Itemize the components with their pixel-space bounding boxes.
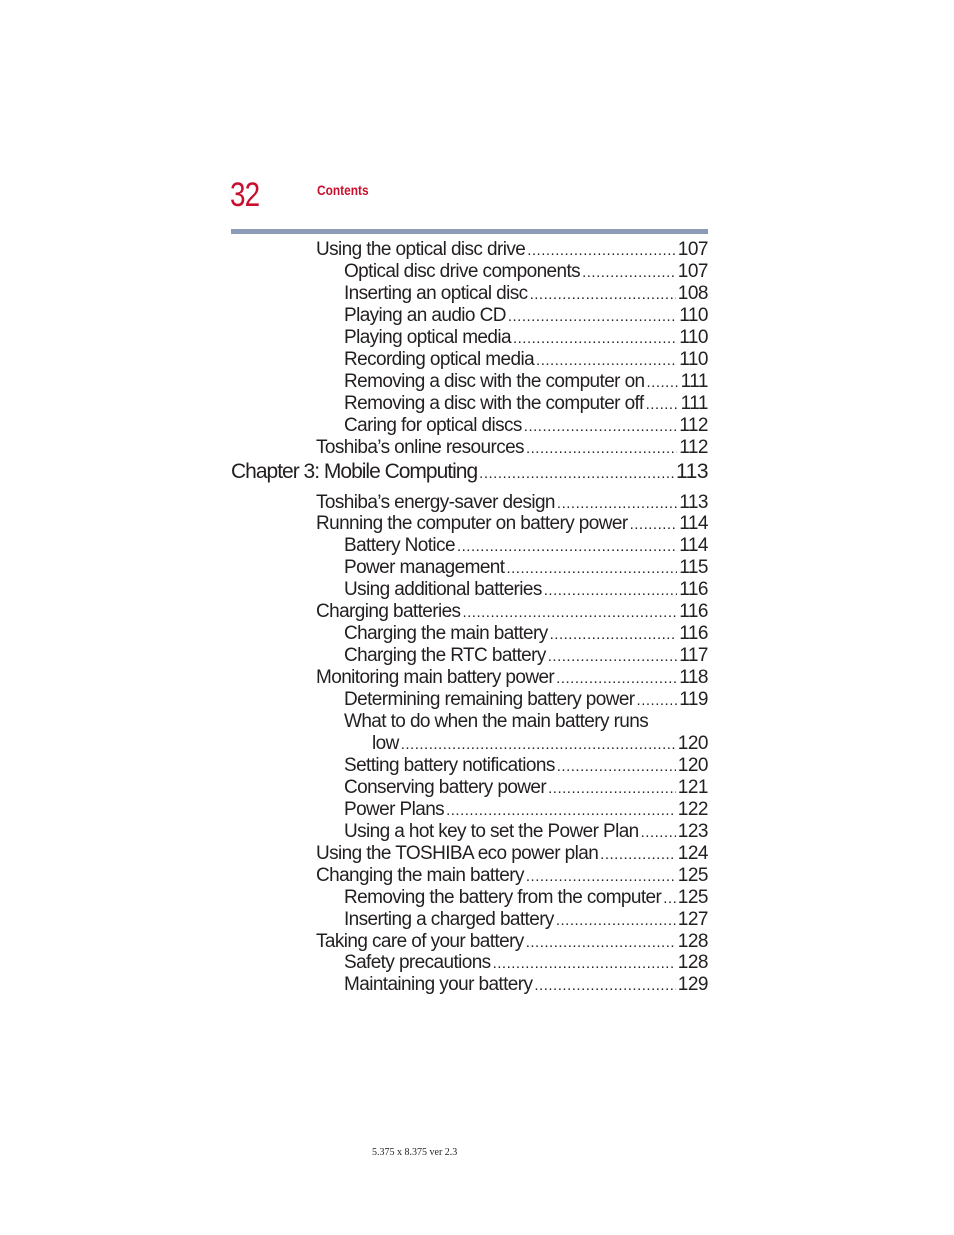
toc-entry[interactable]	[344, 393, 708, 415]
toc-page-number: 110	[679, 304, 708, 326]
toc-page-number: 115	[679, 557, 708, 579]
toc-entry[interactable]	[344, 909, 708, 931]
toc-entry-label: Maintaining your battery	[344, 974, 533, 996]
toc-entry-label: Power management	[344, 557, 505, 579]
toc-entry-label: Safety precautions	[344, 952, 491, 974]
toc-entry-label: Charging batteries	[316, 601, 461, 623]
toc-leader-dots	[557, 756, 676, 778]
toc-entry[interactable]	[344, 415, 708, 437]
toc-page-number: 127	[677, 908, 708, 930]
toc-page-number: 112	[679, 436, 708, 458]
toc-entry-label: What to do when the main battery runs	[344, 711, 649, 732]
toc-leader-dots	[600, 844, 676, 866]
toc-leader-dots	[508, 306, 677, 328]
toc-leader-dots	[534, 975, 675, 997]
toc-entry-label: Using a hot key to set the Power Plan	[344, 820, 639, 842]
toc-entry-label: Charging the main battery	[344, 623, 548, 645]
toc-entry[interactable]	[344, 557, 708, 579]
toc-entry-label: Toshiba’s online resources	[316, 436, 524, 458]
toc-leader-dots	[557, 493, 677, 515]
toc-page-number: 124	[677, 842, 708, 864]
toc-entry-label: Toshiba’s energy-saver design	[316, 491, 555, 513]
footer-note: 5.375 x 8.375 ver 2.3	[372, 1147, 458, 1158]
toc-entry-label: Optical disc drive components	[344, 260, 581, 282]
toc-page-number: 107	[677, 239, 708, 260]
toc-leader-dots	[641, 822, 676, 844]
toc-page-number: 119	[679, 689, 708, 711]
toc-entry[interactable]	[344, 689, 708, 711]
toc-entry[interactable]	[316, 513, 708, 535]
toc-entry[interactable]	[316, 437, 708, 459]
toc-entry-label: low	[372, 732, 399, 754]
running-head: Contents	[317, 182, 369, 198]
toc-entry-label: Caring for optical discs	[344, 414, 522, 436]
toc-entry[interactable]	[344, 711, 708, 733]
toc-leader-dots	[544, 580, 677, 602]
toc-entry-label: Charging the RTC battery	[344, 645, 546, 667]
toc-page-number: 118	[679, 667, 708, 689]
toc-entry[interactable]	[344, 283, 708, 305]
toc-entry-label: Chapter 3: Mobile Computing	[231, 459, 478, 483]
toc-page-number: 116	[679, 601, 708, 623]
toc-entry[interactable]	[344, 327, 708, 349]
toc-entry-label: Playing an audio CD	[344, 304, 506, 326]
toc-leader-dots	[513, 328, 677, 350]
toc-leader-dots	[479, 462, 674, 486]
toc-leader-dots	[556, 668, 677, 690]
toc-leader-dots	[457, 536, 677, 558]
toc-entry-label: Monitoring main battery power	[316, 667, 555, 689]
toc-page-number: 116	[679, 623, 708, 645]
toc-entry-label: Power Plans	[344, 798, 445, 820]
toc-entry[interactable]	[344, 623, 708, 645]
toc-entry[interactable]	[344, 305, 708, 327]
toc-page-number: 125	[677, 864, 708, 886]
toc-page-number: 116	[679, 579, 708, 601]
toc-entry[interactable]	[344, 777, 708, 799]
toc-entry[interactable]	[344, 821, 708, 843]
toc-page-number: 117	[679, 645, 708, 667]
toc-entry-label: Conserving battery power	[344, 776, 547, 798]
toc-page-number: 129	[677, 974, 708, 996]
toc-leader-dots	[550, 624, 678, 646]
toc-page-number: 120	[677, 732, 708, 754]
toc-leader-dots	[527, 240, 676, 262]
toc-entry-label: Changing the main battery	[316, 864, 524, 886]
toc-leader-dots	[530, 284, 676, 306]
toc-entry-label: Using additional batteries	[344, 579, 542, 601]
toc-page-number: 113	[679, 491, 708, 513]
toc-leader-dots	[446, 800, 676, 822]
toc-entry[interactable]	[344, 349, 708, 371]
toc-leader-dots	[582, 262, 676, 284]
toc-entry-label: Inserting an optical disc	[344, 282, 528, 304]
toc-page-number: 111	[680, 370, 708, 392]
toc-page-number: 128	[677, 930, 708, 952]
toc-leader-dots	[493, 953, 676, 975]
toc-page-number: 108	[677, 282, 708, 304]
toc-page-number: 122	[677, 798, 708, 820]
toc-page-number: 111	[680, 392, 708, 414]
toc-entry-label: Playing optical media	[344, 326, 511, 348]
toc-entry[interactable]	[344, 579, 708, 601]
toc-leader-dots	[524, 416, 677, 438]
toc-entry[interactable]	[344, 974, 708, 996]
toc-leader-dots	[526, 438, 677, 460]
toc-leader-dots	[630, 514, 678, 536]
toc-leader-dots	[548, 778, 676, 800]
toc-page-number: 110	[679, 326, 708, 348]
toc-entry[interactable]	[344, 371, 708, 393]
toc-entry[interactable]	[344, 799, 708, 821]
toc-page-number: 114	[679, 513, 708, 535]
toc-entry-label: Using the optical disc drive	[316, 239, 526, 260]
toc-leader-dots	[536, 350, 677, 372]
toc-leader-dots	[401, 734, 676, 756]
toc-entry-label: Taking care of your battery	[316, 930, 524, 952]
toc-leader-dots	[526, 866, 676, 888]
toc-entry[interactable]	[344, 755, 708, 777]
toc-entry[interactable]	[316, 843, 708, 865]
toc-entry[interactable]	[316, 239, 708, 261]
toc-entry[interactable]	[344, 952, 708, 974]
toc-entry-label: Removing a disc with the computer on	[344, 370, 645, 392]
toc-page-number: 112	[679, 414, 708, 436]
toc-leader-dots	[646, 394, 679, 416]
toc-entry[interactable]	[316, 601, 708, 623]
toc-leader-dots	[637, 690, 678, 712]
toc-entry[interactable]	[344, 535, 708, 557]
toc-chapter-heading[interactable]	[231, 460, 708, 484]
toc-entry-label: Battery Notice	[344, 535, 455, 557]
toc-entry[interactable]	[344, 645, 708, 667]
header-rule	[231, 229, 708, 234]
toc-entry-label: Using the TOSHIBA eco power plan	[316, 842, 599, 864]
toc-entry[interactable]	[372, 733, 708, 755]
toc-entry-label: Recording optical media	[344, 348, 535, 370]
toc-page-number: 110	[679, 348, 708, 370]
toc-leader-dots	[556, 910, 676, 932]
toc-entry[interactable]	[344, 887, 708, 909]
toc-leader-dots	[548, 646, 677, 668]
toc-entry-label: Setting battery notifications	[344, 754, 555, 776]
toc-page-number: 125	[677, 886, 708, 908]
toc-leader-dots	[506, 558, 677, 580]
toc-entry-label: Removing the battery from the computer	[344, 886, 662, 908]
toc-entry[interactable]	[316, 667, 708, 689]
toc-page-number: 121	[677, 776, 708, 798]
toc-leader-dots	[526, 932, 676, 954]
toc-leader-dots	[647, 372, 679, 394]
toc-page-number: 123	[677, 820, 708, 842]
toc-page-number: 113	[676, 459, 708, 483]
toc-entry[interactable]	[316, 931, 708, 953]
toc-page-number: 120	[677, 754, 708, 776]
toc-entry-label: Determining remaining battery power	[344, 689, 635, 711]
toc-entry-label: Running the computer on battery power	[316, 513, 628, 535]
toc-page-number: 107	[677, 260, 708, 282]
toc-entry[interactable]	[316, 865, 708, 887]
toc-entry-label: Inserting a charged battery	[344, 908, 554, 930]
page-number: 32	[230, 176, 260, 214]
toc-leader-dots	[462, 602, 677, 624]
toc-page-number: 114	[679, 535, 708, 557]
toc-entry-label: Removing a disc with the computer off	[344, 392, 644, 414]
toc-entry[interactable]	[316, 492, 708, 514]
toc-page-number: 128	[677, 952, 708, 974]
toc-leader-dots	[663, 888, 676, 910]
toc-entry[interactable]	[344, 261, 708, 283]
